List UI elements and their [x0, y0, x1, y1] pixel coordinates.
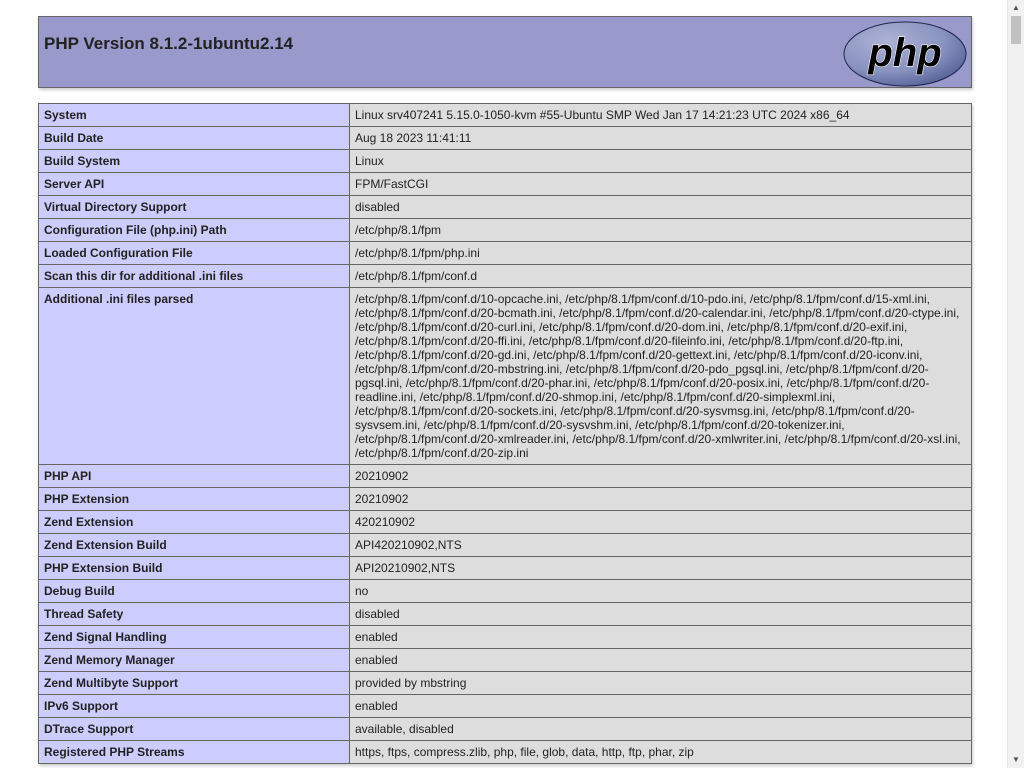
info-row-key: IPv6 Support: [39, 695, 350, 718]
info-row-value: Aug 18 2023 11:41:11: [350, 127, 972, 150]
info-row: [39, 219, 972, 242]
page-title: PHP Version 8.1.2-1ubuntu2.14: [44, 34, 294, 53]
info-row: [39, 603, 972, 626]
info-row-value: 20210902: [350, 465, 972, 488]
info-row-key: Scan this dir for additional .ini files: [39, 265, 350, 288]
info-row-key: DTrace Support: [39, 718, 350, 741]
info-row-value: no: [350, 580, 972, 603]
info-row-key: Virtual Directory Support: [39, 196, 350, 219]
info-row-key: Zend Multibyte Support: [39, 672, 350, 695]
info-row-value: /etc/php/8.1/fpm/conf.d/10-opcache.ini, /etc/php/8.1/fpm/conf.d/10-pdo.ini, /etc/php/8.1/fpm/conf.d/15-xml.ini, /etc/php/8.1/fpm/conf.d/20-bcmath.ini, /etc/php/8.1/fpm/conf.d/20-calendar.ini, /etc/php/8.1/fpm/conf.d/20-ctype.ini, /etc/php/8.1/fpm/conf.d/20-curl.ini, /etc/php/8.1/fpm/conf.d/20-dom.ini, /etc/php/8.1/fpm/conf.d/20-exif.ini, /etc/php/8.1/fpm/conf.d/20-ffi.ini, /etc/php/8.1/fpm/conf.d/20-fileinfo.ini, /etc/php/8.1/fpm/conf.d/20-ftp.ini, /etc/php/8.1/fpm/conf.d/20-gd.ini, /etc/php/8.1/fpm/conf.d/20-gettext.ini, /etc/php/8.1/fpm/conf.d/20-iconv.ini, /etc/php/8.1/fpm/conf.d/20-mbstring.ini, /etc/php/8.1/fpm/conf.d/20-pdo_pgsql.ini, /etc/php/8.1/fpm/conf.d/20-pgsql.ini, /etc/php/8.1/fpm/conf.d/20-phar.ini, /etc/php/8.1/fpm/conf.d/20-posix.ini, /etc/php/8.1/fpm/conf.d/20-readline.ini, /etc/php/8.1/fpm/conf.d/20-shmop.ini, /etc/php/8.1/fpm/conf.d/20-simplexml.ini, /etc/php/8.1/fpm/conf.d/20-sockets.ini, /etc/php/8.1/fpm/conf.d/20-sysvmsg.ini, /etc/php/8.1/fpm/conf.d/20-sysvsem.ini, /etc/php/8.1/fpm/conf.d/20-sysvshm.ini, /etc/php/8.1/fpm/conf.d/20-tokenizer.ini, /etc/php/8.1/fpm/conf.d/20-xmlreader.ini, /etc/php/8.1/fpm/conf.d/20-xmlwriter.ini, /etc/php/8.1/fpm/conf.d/20-xsl.ini, /etc/php/8.1/fpm/conf.d/20-zip.ini: [350, 288, 972, 465]
info-row-key: Thread Safety: [39, 603, 350, 626]
info-row-value: https, ftps, compress.zlib, php, file, glob, data, http, ftp, phar, zip: [350, 741, 972, 764]
info-row-key: Server API: [39, 173, 350, 196]
info-row-key: Zend Memory Manager: [39, 649, 350, 672]
info-row-value: /etc/php/8.1/fpm/php.ini: [350, 242, 972, 265]
info-row-value: disabled: [350, 603, 972, 626]
info-row-key: Additional .ini files parsed: [39, 288, 350, 465]
info-row-value: provided by mbstring: [350, 672, 972, 695]
info-row-value: Linux srv407241 5.15.0-1050-kvm #55-Ubuntu SMP Wed Jan 17 14:21:23 UTC 2024 x86_64: [350, 104, 972, 127]
info-row: [39, 173, 972, 196]
page-header: [38, 16, 972, 88]
info-row-value: /etc/php/8.1/fpm: [350, 219, 972, 242]
info-row-value: FPM/FastCGI: [350, 173, 972, 196]
info-row: [39, 741, 972, 764]
info-row-key: Configuration File (php.ini) Path: [39, 219, 350, 242]
info-row-value: disabled: [350, 196, 972, 219]
info-row: [39, 104, 972, 127]
info-row-value: 420210902: [350, 511, 972, 534]
php-logo-text: php: [868, 31, 942, 75]
info-row: [39, 649, 972, 672]
info-row: [39, 557, 972, 580]
info-row-key: Loaded Configuration File: [39, 242, 350, 265]
info-row-value: Linux: [350, 150, 972, 173]
info-row: [39, 265, 972, 288]
info-row: [39, 465, 972, 488]
info-row: [39, 534, 972, 557]
info-row-key: PHP Extension: [39, 488, 350, 511]
info-row-value: enabled: [350, 626, 972, 649]
info-row: [39, 242, 972, 265]
phpinfo-page: [38, 16, 972, 764]
info-row-value: available, disabled: [350, 718, 972, 741]
info-row: [39, 718, 972, 741]
info-row: [39, 672, 972, 695]
info-row-key: Zend Extension: [39, 511, 350, 534]
chevron-down-icon[interactable]: ▼: [1012, 755, 1020, 764]
info-row: [39, 626, 972, 649]
info-row-key: Registered PHP Streams: [39, 741, 350, 764]
info-row-value: API20210902,NTS: [350, 557, 972, 580]
info-row: [39, 127, 972, 150]
info-row-value: enabled: [350, 649, 972, 672]
php-logo: [843, 21, 967, 87]
scrollbar-thumb[interactable]: [1011, 16, 1021, 44]
info-row-value: 20210902: [350, 488, 972, 511]
info-row-value: /etc/php/8.1/fpm/conf.d: [350, 265, 972, 288]
info-row-key: Build System: [39, 150, 350, 173]
info-row-value: API420210902,NTS: [350, 534, 972, 557]
info-row-key: Debug Build: [39, 580, 350, 603]
info-row-key: System: [39, 104, 350, 127]
info-row-key: PHP Extension Build: [39, 557, 350, 580]
info-row: [39, 580, 972, 603]
info-row-value: enabled: [350, 695, 972, 718]
info-row: [39, 150, 972, 173]
info-row-key: PHP API: [39, 465, 350, 488]
info-table: [38, 103, 972, 764]
chevron-up-icon[interactable]: ▲: [1012, 3, 1020, 12]
info-row-key: Build Date: [39, 127, 350, 150]
info-row-key: Zend Extension Build: [39, 534, 350, 557]
info-row: [39, 511, 972, 534]
info-row: [39, 288, 972, 465]
info-row: [39, 196, 972, 219]
info-row: [39, 695, 972, 718]
vertical-scrollbar[interactable]: [1007, 0, 1024, 768]
info-row-key: Zend Signal Handling: [39, 626, 350, 649]
info-row: [39, 488, 972, 511]
